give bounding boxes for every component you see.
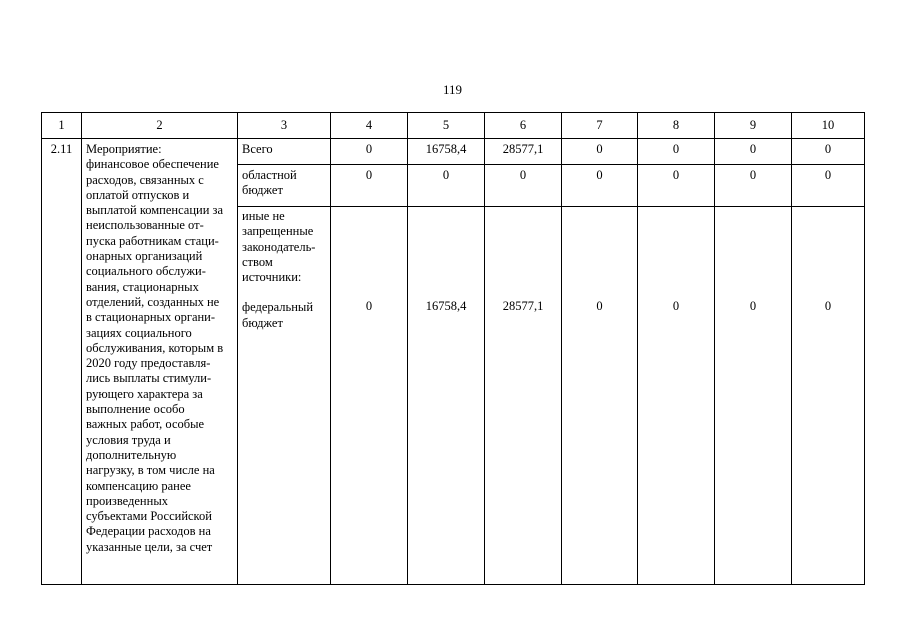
source-label-total: Всего: [238, 139, 331, 165]
value-cell: 16758,4: [408, 207, 485, 585]
value-cell: 0: [715, 165, 792, 207]
description-line: компенсацию ранее: [86, 478, 191, 493]
header-cell: 10: [792, 113, 865, 139]
description-line: лись выплаты стимули-: [86, 371, 212, 386]
description-line: субъектами Российской: [86, 509, 212, 524]
description-line: обслуживания, которым в: [86, 340, 224, 355]
source-label-line: иные не: [242, 209, 285, 223]
value-cell: 0: [331, 165, 408, 207]
description-line: Мероприятие:: [86, 142, 162, 156]
value-cell: 0: [715, 139, 792, 165]
value-cell: 28577,1: [485, 207, 562, 585]
value-cell: 0: [408, 165, 485, 207]
description-line: отделений, созданных не: [86, 294, 220, 309]
value-cell: 0: [562, 139, 638, 165]
description-line: дополнительную: [86, 447, 177, 462]
description-line: условия труда и: [86, 432, 171, 447]
header-cell: 6: [485, 113, 562, 139]
spacer: [242, 285, 326, 300]
header-cell: 4: [331, 113, 408, 139]
header-cell: 1: [42, 113, 82, 139]
value-cell: 16758,4: [408, 139, 485, 165]
description-line: указанные цели, за счет: [86, 539, 213, 554]
source-label-line: источники:: [242, 270, 302, 285]
measure-description: [82, 139, 238, 585]
source-label-other: [238, 207, 331, 585]
description-line: произведенных: [86, 493, 168, 508]
description-line: выполнение особо: [86, 402, 185, 417]
description-line: рующего характера за: [86, 386, 203, 401]
value-cell: 0: [792, 139, 865, 165]
value-cell: 0: [331, 139, 408, 165]
source-label-line: областной: [242, 168, 297, 182]
description-line: важных работ, особые: [86, 417, 205, 432]
header-cell: 8: [638, 113, 715, 139]
value-cell: 0: [562, 207, 638, 585]
source-label-line: бюджет: [242, 315, 283, 330]
value-cell: 0: [562, 165, 638, 207]
header-cell: 9: [715, 113, 792, 139]
description-line: 2020 году предоставля-: [86, 356, 211, 371]
description-line: зациях социального: [86, 325, 192, 340]
value-cell: 0: [638, 207, 715, 585]
description-line: социального обслужи-: [86, 264, 206, 279]
description-line: онарных организаций: [86, 249, 203, 264]
source-label-line: ством: [242, 254, 273, 269]
row-code: 2.11: [42, 139, 82, 585]
value-cell: 0: [792, 165, 865, 207]
value-cell: 0: [331, 207, 408, 585]
description-line: неиспользованные от-: [86, 218, 204, 233]
source-label-line: законодатель-: [242, 239, 316, 254]
page-number: 119: [442, 82, 463, 97]
value-cell: 0: [715, 207, 792, 585]
header-cell: 2: [82, 113, 238, 139]
header-cell: 7: [562, 113, 638, 139]
description-line: пуска работникам стаци-: [86, 233, 219, 248]
description-line: расходов, связанных с: [86, 172, 204, 187]
table-row-total: [42, 139, 865, 165]
value-cell: 0: [485, 165, 562, 207]
value-cell: 28577,1: [485, 139, 562, 165]
header-cell: 5: [408, 113, 485, 139]
description-line: Федерации расходов на: [86, 524, 211, 539]
header-cell: 3: [238, 113, 331, 139]
description-line: выплатой компенсации за: [86, 203, 224, 218]
header-row: [42, 113, 865, 139]
description-line: нагрузку, в том числе на: [86, 463, 215, 478]
description-line: в стационарных органи-: [86, 310, 216, 325]
value-cell: 0: [792, 207, 865, 585]
description-line: финансовое обеспечение: [86, 157, 219, 172]
source-label-line: запрещенные: [242, 224, 314, 239]
source-label-line: федеральный: [242, 300, 314, 315]
value-cell: 0: [638, 139, 715, 165]
value-cell: 0: [638, 165, 715, 207]
source-label-regional: [238, 165, 331, 207]
description-line: вания, стационарных: [86, 279, 199, 294]
budget-table: [41, 112, 865, 585]
description-lines: [86, 142, 233, 555]
source-label-line: бюджет: [242, 183, 283, 198]
description-line: оплатой отпусков и: [86, 187, 190, 202]
